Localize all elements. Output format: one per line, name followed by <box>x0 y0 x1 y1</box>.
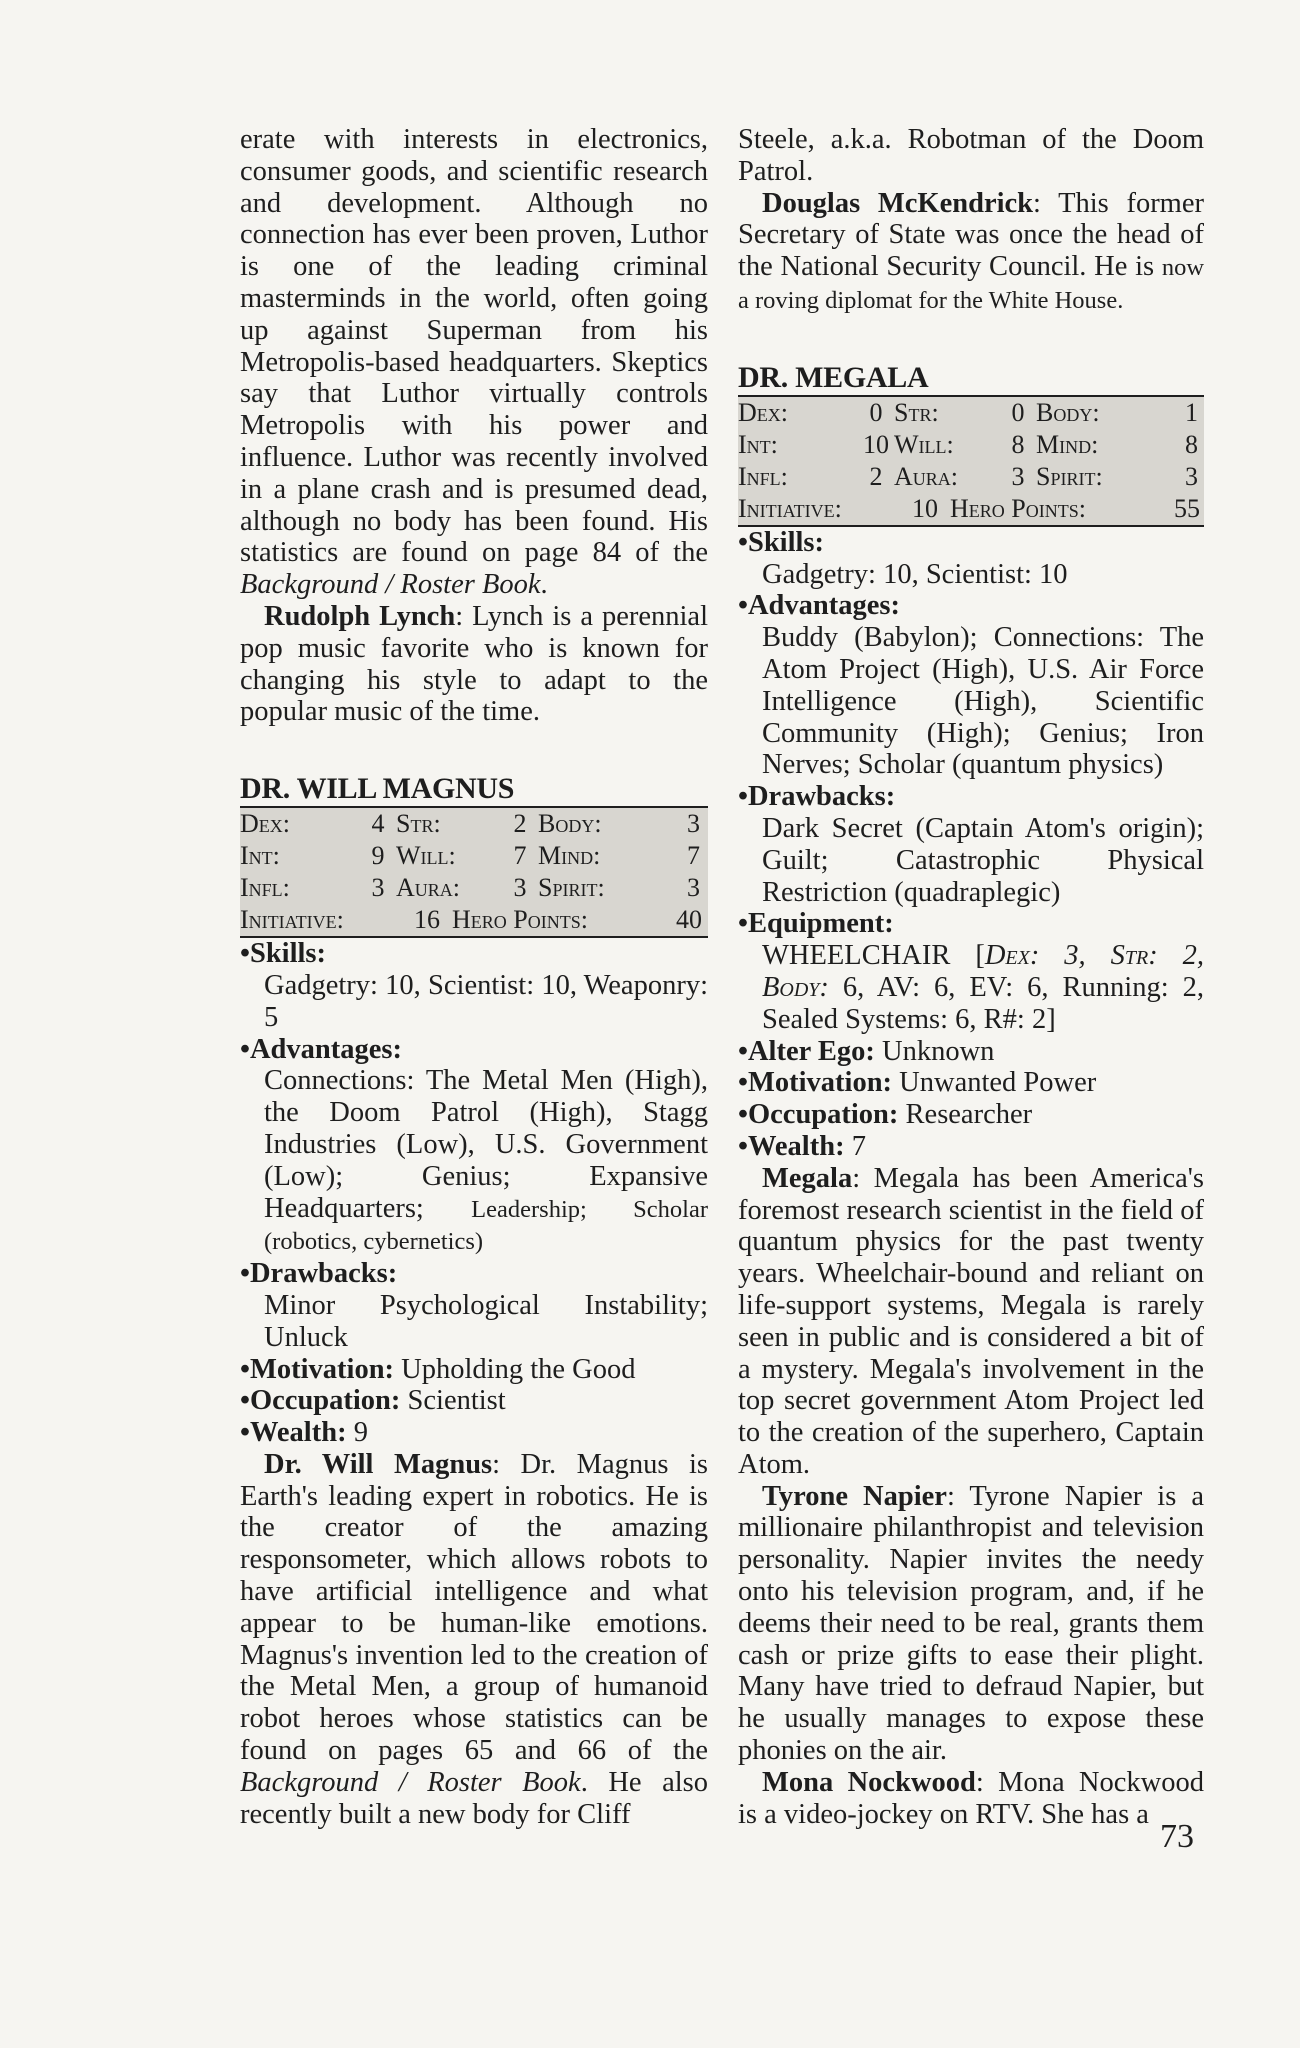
section-heading: DR. MEGALA <box>738 360 929 394</box>
mckendrick-paragraph: Douglas McKendrick: This former Secretary of State was once the head of the National Security Council. He is now a roving diplomat for the White House. <box>738 187 1205 314</box>
entry-name: Douglas McKendrick <box>762 187 1034 219</box>
occupation-line: •Occupation: Scientist <box>240 1385 506 1417</box>
book-title: Background / Roster Book <box>240 569 541 601</box>
motivation-line: •Motivation: Upholding the Good <box>240 1353 636 1385</box>
stat-row: Int: 9 Will: 7 Mind: 7 <box>240 841 700 871</box>
drawbacks-text: Dark Secret (Captain Atom's origin); Guilt; Catastrophic Physical Restriction (quadraplegic) <box>762 812 1204 908</box>
lynch-paragraph: Rudolph Lynch: Lynch is a perennial pop music favorite who is known for changing his style to adapt to the popular music of the time. <box>240 600 708 728</box>
occupation-line: •Occupation: Researcher <box>738 1099 1033 1131</box>
stat-row: Initiative: 10 Hero Points: 55 <box>738 493 1204 527</box>
skills-label: •Skills: <box>240 938 327 970</box>
nockwood-paragraph: Mona Nockwood: Mona Nockwood is a video-jockey on RTV. She has a <box>738 1766 1204 1830</box>
skills-text: Gadgetry: 10, Scientist: 10 <box>762 558 1068 590</box>
advantages-text: Connections: The Metal Men (High), the Doom Patrol (High), Stagg Industries (Low), U.S. Government (Low); Genius; Expansive Headquarters; Leadership; Scholar (robotics, cybernetics) <box>264 1065 708 1256</box>
stat-block <box>240 806 708 938</box>
magnus-paragraph: Dr. Will Magnus: Dr. Magnus is Earth's leading expert in robotics. He is the creator of the amazing responsometer, which allows robots to have artificial intelligence and what appear to be human-like emotions. Magnus's invention led to the creation of the Metal Men, a group of humanoid robot heroes whose statistics can be found on pages 65 and 66 of the Background / Roster Book. He also recently built a new body for Cliff <box>240 1448 708 1830</box>
napier-paragraph: Tyrone Napier: Tyrone Napier is a millionaire philanthropist and television personality. Napier invites the needy onto his television program, and, if he deems their need to be real, grants them cash or prize gifts to ease their plight. Many have tried to defraud Napier, but he usually manages to expose these phonies on the air. <box>738 1480 1204 1767</box>
stat-row: Dex: 0 Str: 0 Body: 1 <box>738 395 1204 429</box>
entry-name: Mona Nockwood <box>762 1766 976 1798</box>
left-column <box>240 124 708 1830</box>
drawbacks-label: •Drawbacks: <box>240 1258 398 1290</box>
entry-name: Tyrone Napier <box>762 1480 947 1512</box>
megala-paragraph: Megala: Megala has been America's foremost research scientist in the field of quantum physics for the past twenty years. Wheelchair-bound and reliant on life-support systems, Megala is rarely seen in public and is considered a bit of a mystery. Megala's involvement in the top secret government Atom Project led to the creation of the superhero, Captain Atom. <box>738 1162 1204 1480</box>
entry-name: Rudolph Lynch <box>264 600 456 632</box>
luthor-paragraph: erate with interests in electronics, consumer goods, and scientific research and development. Although no connection has ever been proven, Luthor is one of the leading criminal masterminds in the world, often going up against Superman from his Metropolis-based headquarters. Skeptics say that Luthor virtually controls Metropolis with his power and influence. Luthor was recently involved in a plane crash and is presumed dead, although no body has been found. His statistics are found on page 84 of the Background / Roster Book. <box>240 124 708 601</box>
stat-block <box>738 395 1204 527</box>
drawbacks-text: Minor Psychological Instability; Unluck <box>264 1289 708 1353</box>
wealth-line: •Wealth: 7 <box>738 1130 866 1162</box>
entry-name: Dr. Will Magnus <box>264 1448 493 1480</box>
advantages-label: •Advantages: <box>738 590 900 622</box>
page-number: 73 <box>1160 1818 1194 1855</box>
motivation-line: •Motivation: Unwanted Power <box>738 1067 1097 1099</box>
wealth-line: •Wealth: 9 <box>240 1417 368 1449</box>
stat-row: Dex: 4 Str: 2 Body: 3 <box>240 806 708 840</box>
equipment-text: WHEELCHAIR [Dex: 3, Str: 2, Body: 6, AV: 6, EV: 6, Running: 2, Sealed Systems: 6, R#: 2] <box>762 940 1205 1035</box>
section-heading: DR. WILL MAGNUS <box>240 772 515 806</box>
right-column <box>738 124 1204 1830</box>
stat-row: Infl: 3 Aura: 3 Spirit: 3 <box>240 873 700 903</box>
equipment-label: •Equipment: <box>738 908 894 940</box>
advantages-label: •Advantages: <box>240 1033 402 1065</box>
stat-row: Infl: 2 Aura: 3 Spirit: 3 <box>738 461 1198 491</box>
stat-row: Int: 10 Will: 8 Mind: 8 <box>738 429 1198 459</box>
alter-ego-line: •Alter Ego: Unknown <box>738 1035 995 1067</box>
book-title: Background / Roster Book <box>240 1766 581 1798</box>
advantages-text: Buddy (Babylon); Connections: The Atom Project (High), U.S. Air Force Intelligence (High), Scientific Community (High); Genius; Iron Nerves; Scholar (quantum physics) <box>762 622 1204 781</box>
skills-text: Gadgetry: 10, Scientist: 10, Weaponry: 5 <box>264 969 708 1033</box>
robotman-continuation: Steele, a.k.a. Robotman of the Doom Patrol. <box>738 124 1204 187</box>
stat-row: Initiative: 16 Hero Points: 40 <box>240 904 708 938</box>
drawbacks-label: •Drawbacks: <box>738 781 896 813</box>
entry-name: Megala <box>762 1162 853 1194</box>
skills-label: •Skills: <box>738 526 825 558</box>
